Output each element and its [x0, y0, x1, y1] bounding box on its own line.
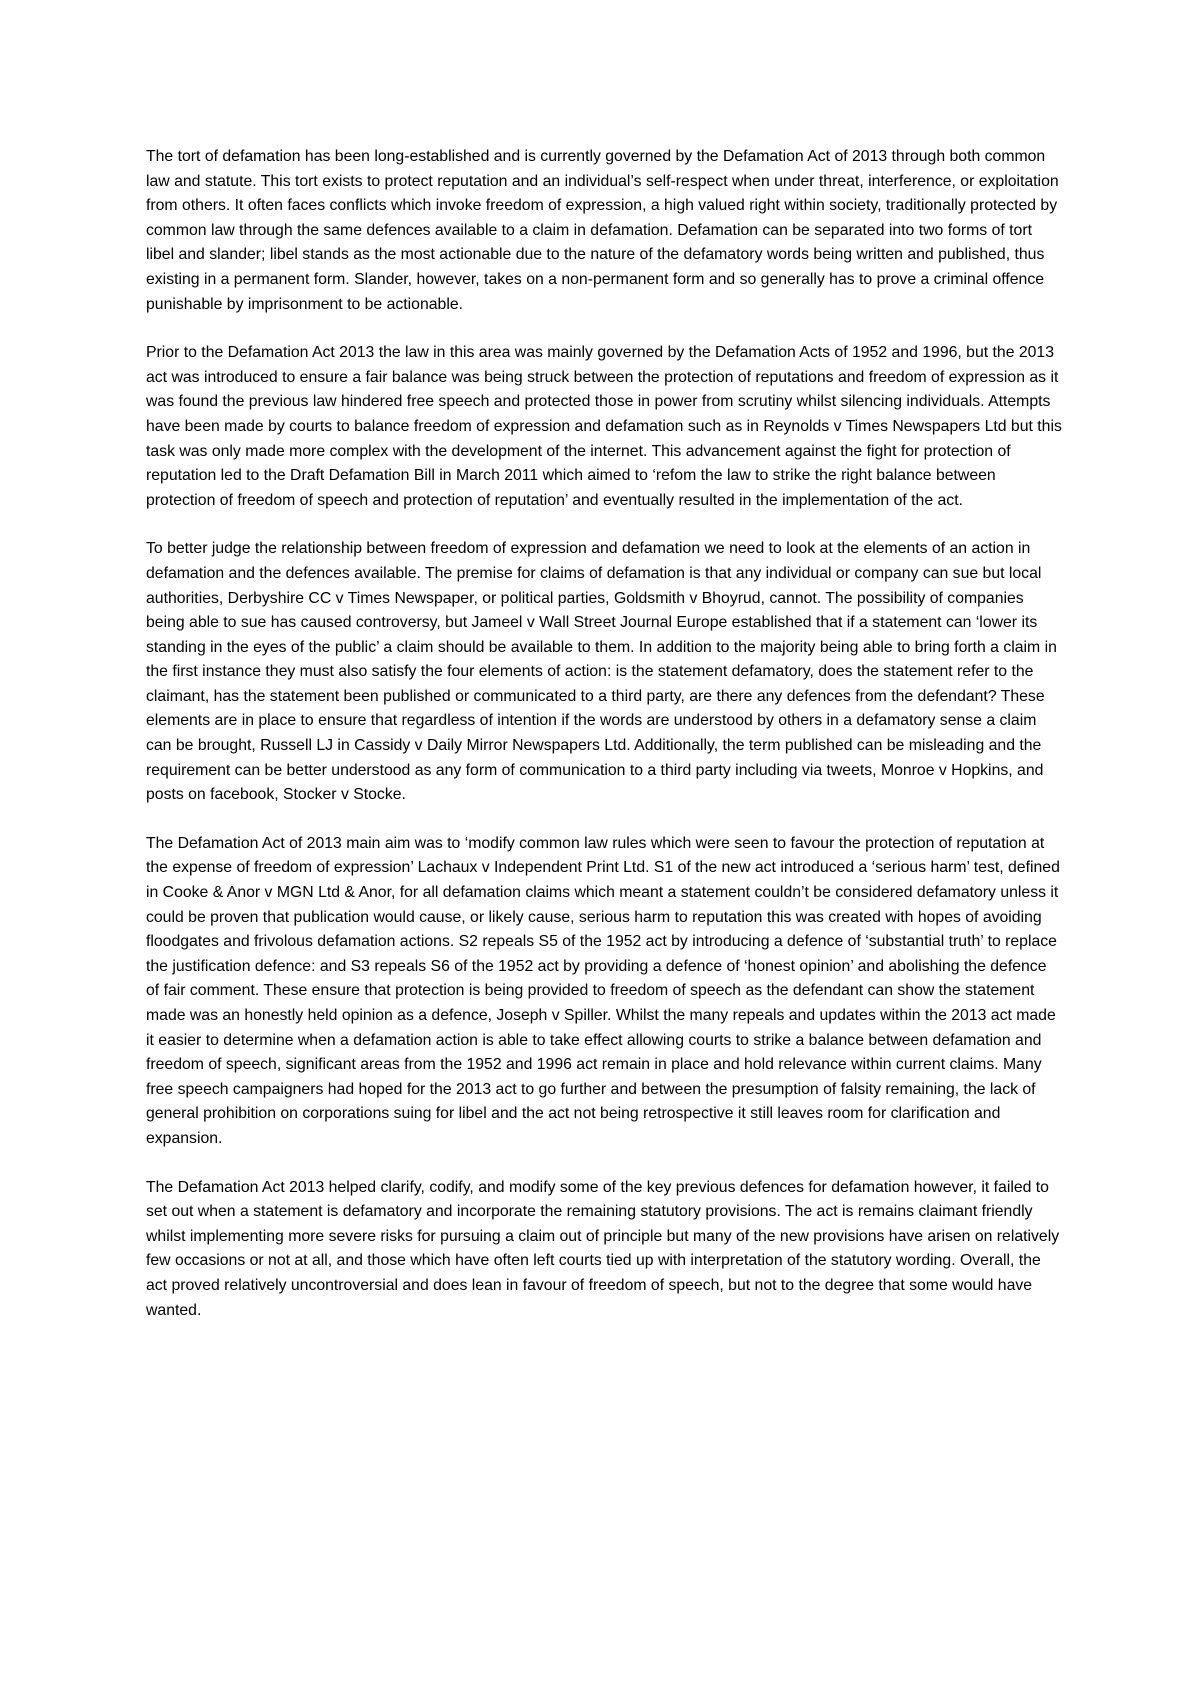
- paragraph-history: Prior to the Defamation Act 2013 the law in this area was mainly governed by the Defamation Acts of 1952 and 1996, but the 2013 act was introduced to ensure a fair balance was being struck between the protection of reputations and freedom of expression as it was found the previous law hindered free speech and protected those in power from scrutiny whilst silencing individuals. Attempts have been made by courts to balance freedom of expression and defamation such as in Reynolds v Times Newspapers Ltd but this task was only made more complex with the development of the internet. This advancement against the fight for protection of reputation led to the Draft Defamation Bill in March 2011 which aimed to ‘refom the law to strike the right balance between protection of freedom of speech and protection of reputation’ and eventually resulted in the implementation of the act.: [146, 344, 1062, 509]
- paragraph-2013-act: The Defamation Act of 2013 main aim was to ‘modify common law rules which were seen to favour the protection of reputation at the expense of freedom of expression’ Lachaux v Independent Print Ltd. S1 of the new act introduced a ‘serious harm’ test, defined in Cooke & Anor v MGN Ltd & Anor, for all defamation claims which meant a statement couldn’t be considered defamatory unless it could be proven that publication would cause, or likely cause, serious harm to reputation this was created with hopes of avoiding floodgates and frivolous defamation actions. S2 repeals S5 of the 1952 act by introducing a defence of ‘substantial truth’ to replace the justification defence: and S3 repeals S6 of the 1952 act by providing a defence of ‘honest opinion’ and abolishing the defence of fair comment. These ensure that protection is being provided to freedom of speech as the defendant can show the statement made was an honestly held opinion as a defence, Joseph v Spiller. Whilst the many repeals and updates within the 2013 act made it easier to determine when a defamation action is able to take effect allowing courts to strike a balance between defamation and freedom of speech, significant areas from the 1952 and 1996 act remain in place and hold relevance within current claims. Many free speech campaigners had hoped for the 2013 act to go further and between the presumption of falsity remaining, the lack of general prohibition on corporations suing for libel and the act not being retrospective it still leaves room for clarification and expansion.: [146, 834, 1060, 1147]
- paragraph-conclusion: The Defamation Act 2013 helped clarify, codify, and modify some of the key previous defences for defamation however, it failed to set out when a statement is defamatory and incorporate the remaining statutory provisions. The act is remains claimant friendly whilst implementing more severe risks for pursuing a claim out of principle but many of the new provisions have arisen on relatively few occasions or not at all, and those which have often left courts tied up with interpretation of the statutory wording. Overall, the act proved relatively uncontroversial and does lean in favour of freedom of speech, but not to the degree that some would have wanted.: [146, 1178, 1060, 1319]
- document-body: [146, 145, 1062, 1347]
- paragraph-elements: To better judge the relationship between freedom of expression and defamation we need to look at the elements of an action in defamation and the defences available. The premise for claims of defamation is that any individual or company can sue but local authorities, Derbyshire CC v Times Newspaper, or political parties, Goldsmith v Bhoyrud, cannot. The possibility of companies being able to sue has caused controversy, but Jameel v Wall Street Journal Europe established that if a statement can ‘lower its standing in the eyes of the public’ a claim should be available to them. In addition to the majority being able to bring forth a claim in the first instance they must also satisfy the four elements of action: is the statement defamatory, does the statement refer to the claimant, has the statement been published or communicated to a third party, are there any defences from the defendant? These elements are in place to ensure that regardless of intention if the words are understood by others in a defamatory sense a claim can be brought, Russell LJ in Cassidy v Daily Mirror Newspapers Ltd. Additionally, the term published can be misleading and the requirement can be better understood as any form of communication to a third party including via tweets, Monroe v Hopkins, and posts on facebook, Stocker v Stocke.: [146, 540, 1057, 804]
- paragraph-introduction: The tort of defamation has been long-established and is currently governed by the Defamation Act of 2013 through both common law and statute. This tort exists to protect reputation and an individual’s self-respect when under threat, interference, or exploitation from others. It often faces conflicts which invoke freedom of expression, a high valued right within society, traditionally protected by common law through the same defences available to a claim in defamation. Defamation can be separated into two forms of tort libel and slander; libel stands as the most actionable due to the nature of the defamatory words being written and published, thus existing in a permanent form. Slander, however, takes on a non-permanent form and so generally has to prove a criminal offence punishable by imprisonment to be actionable.: [146, 148, 1059, 313]
